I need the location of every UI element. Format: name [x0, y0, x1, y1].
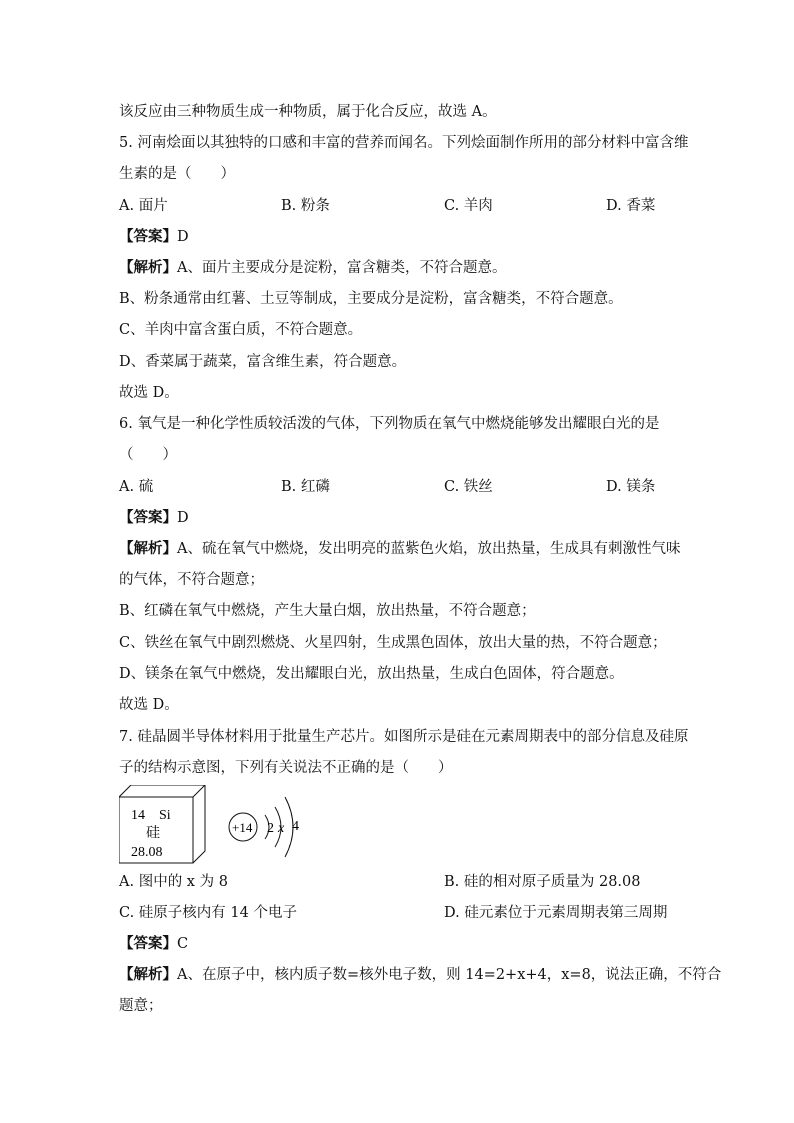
silicon-figure — [119, 785, 309, 865]
q7-stem-line1: 7. 硅晶圆半导体材料用于批量生产芯片。如图所示是硅在元素周期表中的部分信息及硅原 — [119, 729, 689, 745]
element-symbol: Si — [159, 808, 171, 823]
q5-conclusion: 故选 D。 — [119, 385, 179, 401]
q7-option-d: D. 硅元素位于元素周期表第三周期 — [444, 905, 668, 921]
intro-line: 该反应由三种物质生成一种物质，属于化合反应，故选 A。 — [119, 104, 497, 120]
atom-structure-diagram — [229, 797, 299, 857]
q7-analysis-line: 题意； — [119, 998, 163, 1014]
q6-option-d: D. 镁条 — [606, 479, 656, 495]
q5-option-b: B. 粉条 — [281, 198, 330, 214]
analysis-tag: 【解析】 — [119, 966, 177, 983]
answer-tag: 【答案】 — [119, 228, 177, 245]
analysis-text: A、在原子中，核内质子数=核外电子数，则 14=2+x+4，x=8，说法正确，不符合 — [177, 967, 722, 983]
analysis-text: A、面片主要成分是淀粉，富含糖类，不符合题意。 — [177, 260, 507, 276]
q7-option-c: C. 硅原子核内有 14 个电子 — [119, 905, 297, 921]
q7-option-a: A. 图中的 x 为 8 — [119, 874, 228, 890]
q6-option-c: C. 铁丝 — [444, 479, 493, 495]
answer-tag: 【答案】 — [119, 509, 177, 526]
q6-conclusion: 故选 D。 — [119, 697, 179, 713]
answer-value: D — [177, 510, 189, 526]
q5-option-d: D. 香菜 — [606, 198, 656, 214]
q6-option-b: B. 红磷 — [281, 479, 330, 495]
q6-analysis-line: 的气体，不符合题意； — [119, 572, 264, 588]
answer-value: D — [177, 229, 189, 245]
q5-analysis-line: C、羊肉中富含蛋白质，不符合题意。 — [119, 322, 363, 338]
q5-stem-line1: 5. 河南烩面以其独特的口感和丰富的营养而闻名。下列烩面制作所用的部分材料中富含维 — [119, 135, 689, 151]
q5-answer — [119, 227, 189, 247]
q6-analysis-line — [119, 539, 680, 559]
shell-2-electrons: x — [278, 821, 285, 836]
atomic-mass: 28.08 — [131, 845, 163, 860]
analysis-tag: 【解析】 — [119, 540, 177, 557]
q7-option-b: B. 硅的相对原子质量为 28.08 — [444, 874, 641, 890]
q6-analysis-line: C、铁丝在氧气中剧烈燃烧、火星四射，生成黑色固体，放出大量的热，不符合题意； — [119, 635, 667, 651]
q6-stem-line2: （ ） — [119, 447, 177, 463]
q7-stem-line2: 子的结构示意图，下列有关说法不正确的是（ ） — [119, 760, 453, 776]
shell-1-electrons: 2 — [267, 821, 274, 836]
atomic-number: 14 — [131, 808, 145, 823]
q6-option-a: A. 硫 — [119, 479, 154, 495]
q5-option-a: A. 面片 — [119, 198, 168, 214]
q7-analysis-line — [119, 965, 721, 985]
q5-analysis-line: B、粉条通常由红薯、土豆等制成，主要成分是淀粉，富含糖类，不符合题意。 — [119, 291, 623, 307]
answer-value: C — [177, 936, 189, 952]
answer-tag: 【答案】 — [119, 935, 177, 952]
nucleus-charge: +14 — [232, 820, 253, 835]
q5-stem-line2: 生素的是（ ） — [119, 166, 235, 182]
analysis-text: A、硫在氧气中燃烧，发出明亮的蓝紫色火焰，放出热量，生成具有刺激性气味 — [177, 541, 681, 557]
analysis-tag: 【解析】 — [119, 259, 177, 276]
q6-analysis-line: B、红磷在氧气中燃烧，产生大量白烟，放出热量，不符合题意； — [119, 603, 536, 619]
q5-analysis-line — [119, 258, 506, 278]
q7-answer — [119, 934, 188, 954]
shell-3-electrons: 4 — [292, 819, 299, 834]
q6-answer — [119, 508, 189, 528]
q5-option-c: C. 羊肉 — [444, 198, 493, 214]
q6-stem-line1: 6. 氧气是一种化学性质较活泼的气体，下列物质在氧气中燃烧能够发出耀眼白光的是 — [119, 416, 660, 432]
q6-analysis-line: D、镁条在氧气中燃烧，发出耀眼白光，放出热量，生成白色固体，符合题意。 — [119, 666, 624, 682]
element-name: 硅 — [146, 825, 160, 841]
q5-analysis-line: D、香菜属于蔬菜，富含维生素，符合题意。 — [119, 354, 407, 370]
